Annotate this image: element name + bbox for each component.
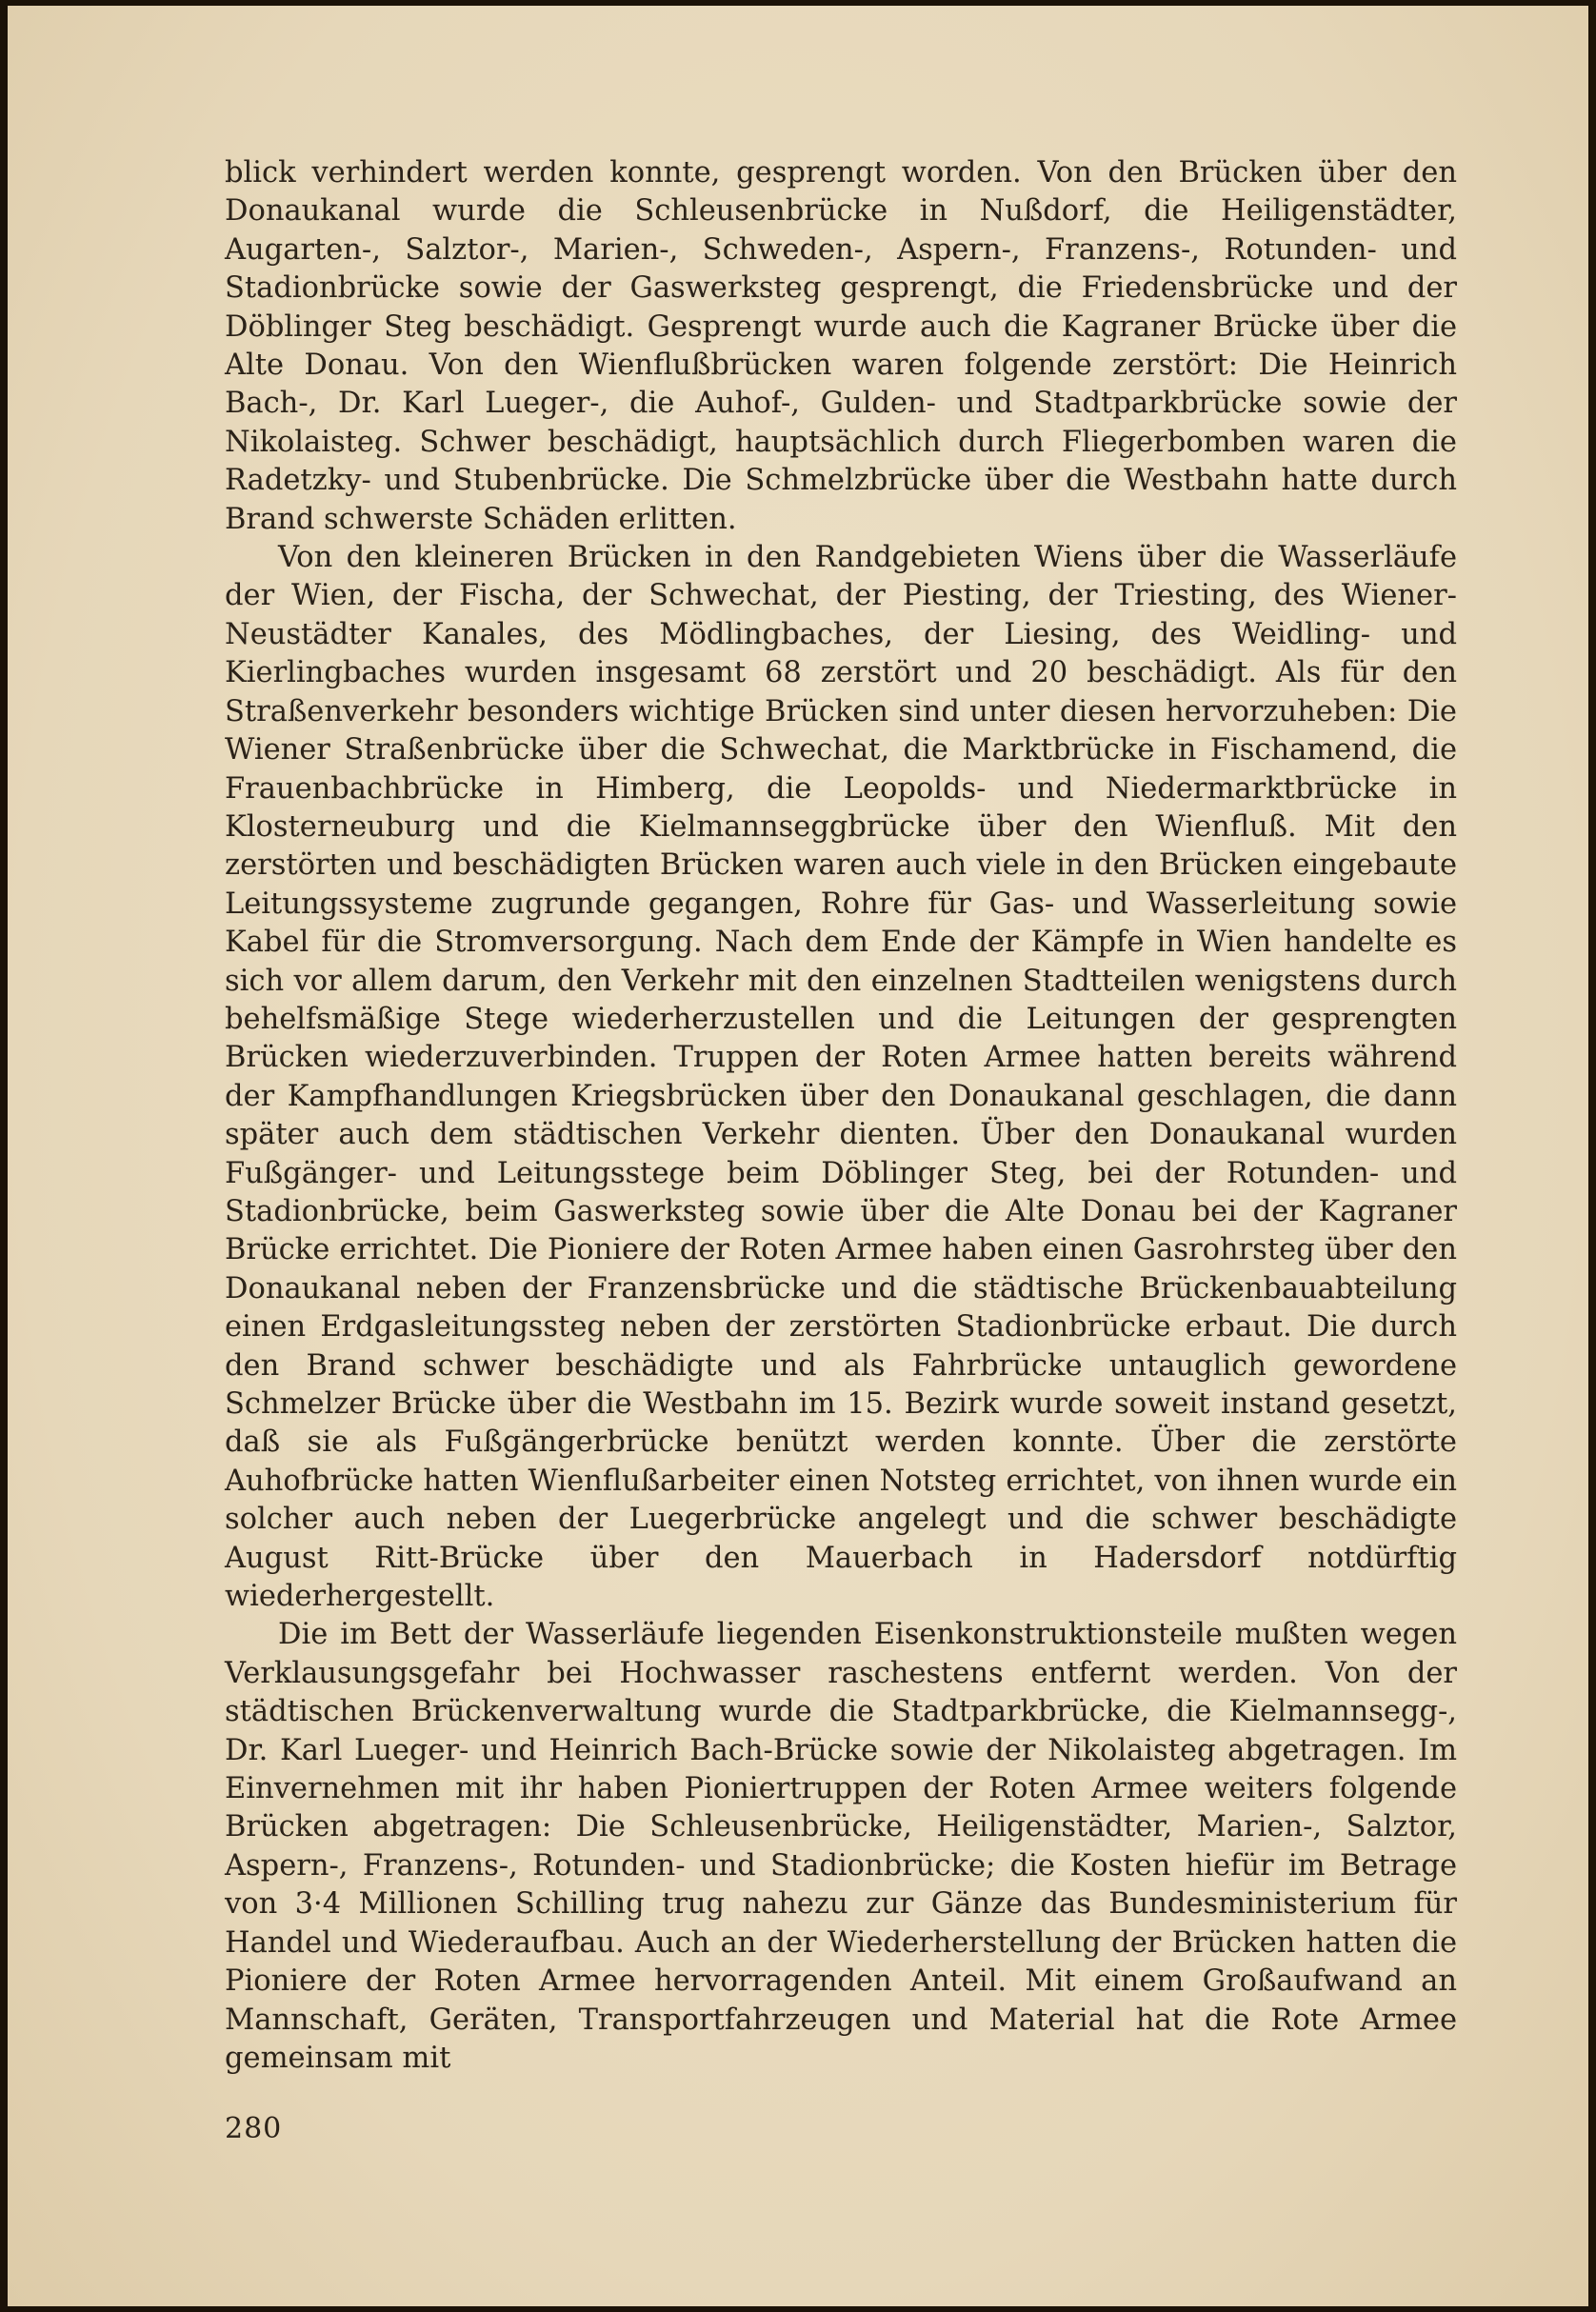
body-text — [225, 154, 1457, 2078]
paragraph-2: Von den kleineren Brücken in den Randgebieten Wiens über die Wasserläufe der Wien, der Fischa, der Schwechat, der Piesting, der Triesting, des Wiener-Neustädter Kanales, des Mödlingbaches, der Liesing, des Weidling- und Kierlingbaches wurden insgesamt 68 zerstört und 20 beschädigt. Als für den Straßenverkehr besonders wichtige Brücken sind unter diesen hervorzuheben: Die Wiener Straßenbrücke über die Schwechat, die Marktbrücke in Fischamend, die Frauenbachbrücke in Himberg, die Leopolds- und Niedermarktbrücke in Klosterneuburg und die Kielmannseggbrücke über den Wienfluß. Mit den zerstörten und beschädigten Brücken waren auch viele in den Brücken eingebaute Leitungssysteme zugrunde gegangen, Rohre für Gas- und Wasserleitung sowie Kabel für die Stromversorgung. Nach dem Ende der Kämpfe in Wien handelte es sich vor allem darum, den Verkehr mit den einzelnen Stadtteilen wenigstens durch behelfsmäßige Stege wiederherzustellen und die Leitungen der gesprengten Brücken wiederzuverbinden. Truppen der Roten Armee hatten bereits während der Kampfhandlungen Kriegsbrücken über den Donaukanal geschlagen, die dann später auch dem städtischen Verkehr dienten. Über den Donaukanal wurden Fußgänger- und Leitungsstege beim Döblinger Steg, bei der Rotunden- und Stadionbrücke, beim Gaswerksteg sowie über die Alte Donau bei der Kagraner Brücke errichtet. Die Pioniere der Roten Armee haben einen Gasrohrsteg über den Donaukanal neben der Franzensbrücke und die städtische Brückenbauabteilung einen Erdgasleitungssteg neben der zerstörten Stadionbrücke erbaut. Die durch den Brand schwer beschädigte und als Fahrbrücke untauglich gewordene Schmelzer Brücke über die Westbahn im 15. Bezirk wurde soweit instand gesetzt, daß sie als Fußgängerbrücke benützt werden konnte. Über die zerstörte Auhofbrücke hatten Wienflußarbeiter einen Notsteg errichtet, von ihnen wurde ein solcher auch neben der Luegerbrücke angelegt und die schwer beschädigte August Ritt-Brücke über den Mauerbach in Hadersdorf notdürftig wiederhergestellt. — [225, 541, 1457, 1614]
paragraph-3: Die im Bett der Wasserläufe liegenden Eisenkonstruktionsteile mußten wegen Verklausungsgefahr bei Hochwasser raschestens entfernt werden. Von der städtischen Brückenverwaltung wurde die Stadtparkbrücke, die Kielmannsegg-, Dr. Karl Lueger- und Heinrich Bach-Brücke sowie der Nikolaisteg abgetragen. Im Einvernehmen mit ihr haben Pioniertruppen der Roten Armee weiters folgende Brücken abgetragen: Die Schleusenbrücke, Heiligenstädter, Marien-, Salztor, Aspern-, Franzens-, Rotunden- und Stadionbrücke; die Kosten hiefür im Betrage von 3·4 Millionen Schilling trug nahezu zur Gänze das Bundesministerium für Handel und Wiederaufbau. Auch an der Wiederherstellung der Brücken hatten die Pioniere der Roten Armee hervorragenden Anteil. Mit einem Großaufwand an Mannschaft, Geräten, Transportfahrzeugen und Material hat die Rote Armee gemeinsam mit — [225, 1618, 1457, 2075]
paragraph-1: blick verhindert werden konnte, gesprengt worden. Von den Brücken über den Donaukanal wurde die Schleusenbrücke in Nußdorf, die Heiligenstädter, Augarten-, Salztor-, Marien-, Schweden-, Aspern-, Franzens-, Rotunden- und Stadionbrücke sowie der Gaswerksteg gesprengt, die Friedensbrücke und der Döblinger Steg beschädigt. Gesprengt wurde auch die Kagraner Brücke über die Alte Donau. Von den Wienflußbrücken waren folgende zerstört: Die Heinrich Bach-, Dr. Karl Lueger-, die Auhof-, Gulden- und Stadtparkbrücke sowie der Nikolaisteg. Schwer beschädigt, hauptsächlich durch Fliegerbomben waren die Radetzky- und Stubenbrücke. Die Schmelzbrücke über die Westbahn hatte durch Brand schwerste Schäden erlitten. — [225, 156, 1457, 536]
page-number: 280 — [225, 2112, 283, 2145]
book-page — [8, 6, 1588, 2306]
